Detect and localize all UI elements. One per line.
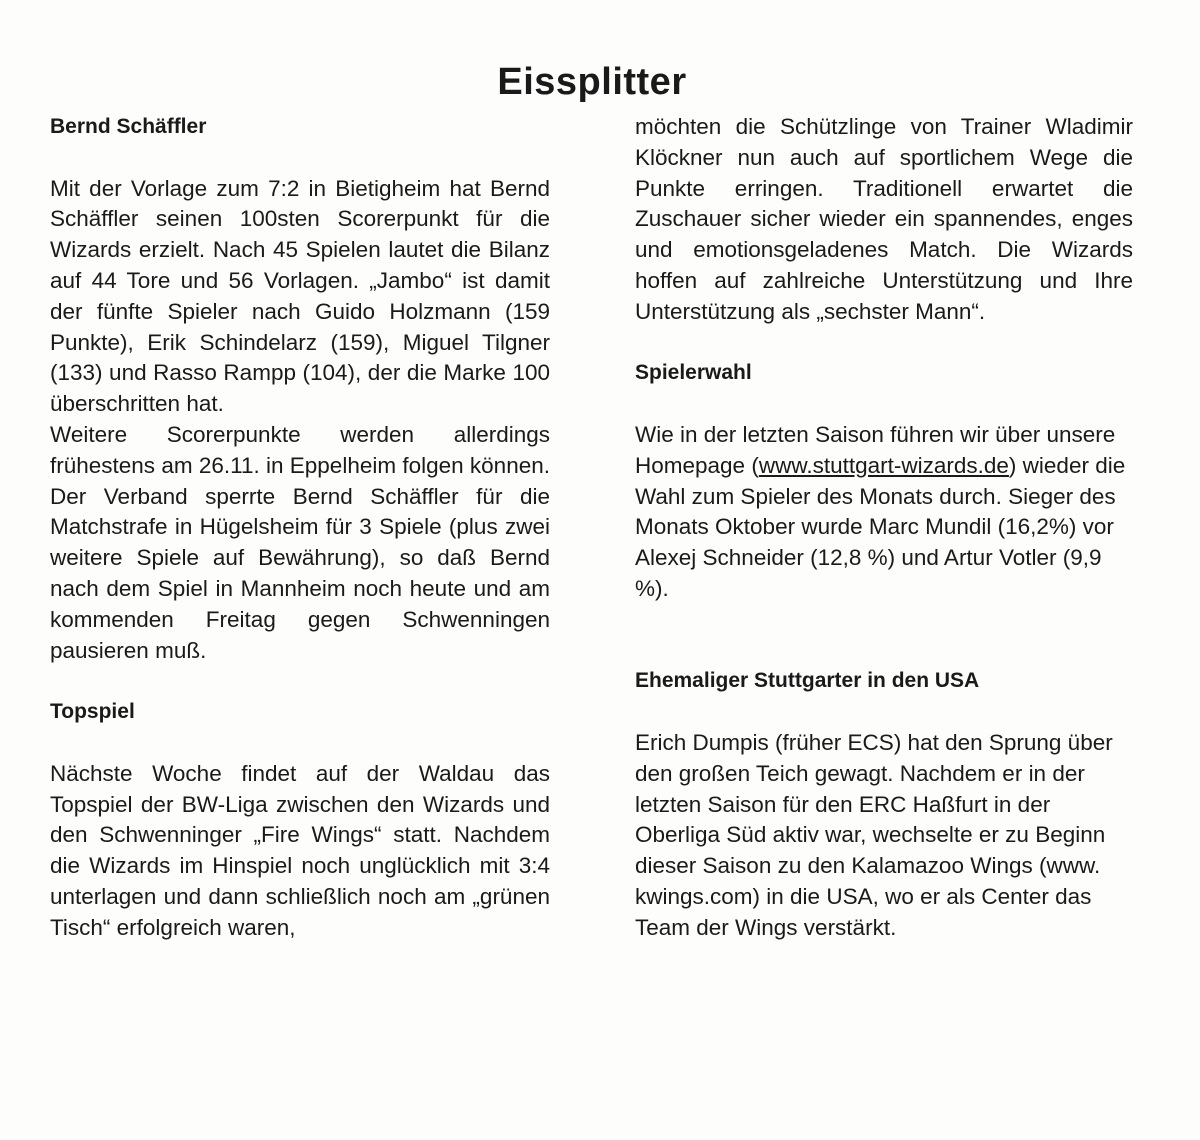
spacer: [635, 389, 1133, 420]
spielerwahl-text-start: Wie in der letzten Saison führen wir über unsere Homepage (: [635, 421, 1116, 478]
page-title: Eissplitter: [497, 61, 687, 104]
heading-spielerwahl: Spielerwahl: [635, 361, 752, 385]
heading-topspiel: Topspiel: [50, 700, 135, 724]
paragraph-topspiel: Nächste Woche findet auf der Waldau das Topspiel der BW-Liga zwischen den Wizards und den Schwenninger „Fire Wings“ statt. Nachdem die Wizards im Hinspiel noch unglücklich mit 3:4 unterlagen und dann schließlich noch am „grünen Tisch“ erfolgreich waren,: [50, 760, 550, 940]
paragraph-dumpis: Erich Dumpis (früher ECS) hat den Sprung über den großen Teich gewagt. Nachdem er in der letzten Saison für den ERC Haßfurt in der Oberliga Süd aktiv war, wechselte er zu Beginn dieser Saison zu den Kalamazoo Wings (www. kwings.com) in die USA, wo er als Center das Team der Wings verstärkt.: [635, 729, 1113, 940]
heading-bernd-schaeffler: Bernd Schäffler: [50, 115, 207, 138]
spacer: [635, 605, 1133, 667]
spacer: [50, 728, 550, 759]
paragraph-scorerpunkt: Mit der Vorlage zum 7:2 in Bietigheim hat Bernd Schäffler seinen 100sten Scorerpunkt für die Wizards erzielt. Nach 45 Spielen lautet die Bilanz auf 44 Tore und 56 Vorlagen. „Jambo“ ist damit der fünfte Spieler nach Guido Holzmann (159 Punkte), Erik Schindelarz (159), Miguel Tilgner (133) und Rasso Rampp (104), der die Marke 100 überschritten hat.: [50, 175, 550, 417]
paragraph-spielerwahl: [635, 420, 1133, 605]
paragraph-sperre: Weitere Scorerpunkte werden allerdings frühestens am 26.11. in Eppelheim folgen können. Der Verband sperrte Bernd Schäffler für die Matchstrafe in Hügelsheim für 3 Spiele (plus zwei weitere Spiele auf Bewährung), so daß Bernd nach dem Spiel in Mannheim noch heute und am kommenden Freitag gegen Schwenningen pausieren muß.: [50, 421, 550, 663]
left-column: [50, 112, 550, 944]
heading-ehemaliger-stuttgarter: Ehemaliger Stuttgarter in den USA: [635, 669, 980, 693]
paragraph-topspiel-continued: möchten die Schützlinge von Trainer Wladimir Klöckner nun auch auf sportlichem Wege die Punkte erringen. Traditionell erwartet die Zuschauer sicher wieder ein spannendes, enges und emotionsgeladenes Match. Die Wizards hoffen auf zahlreiche Unterstützung und Ihre Unterstützung als „sechster Mann“.: [635, 114, 1133, 324]
spacer: [50, 143, 550, 174]
spacer: [50, 666, 550, 697]
right-column: [635, 112, 1133, 944]
spielerwahl-text-end: ) wieder die Wahl zum Spieler des Monats durch. Sieger des Monats Oktober wurde Marc Mundil (16,2%) vor Alexej Schneider (12,8 %) und Artur Votler (9,9 %).: [635, 452, 1126, 601]
spacer: [635, 328, 1133, 359]
homepage-link[interactable]: www.stuttgart-wizards.de: [758, 452, 1009, 478]
spacer: [635, 697, 1133, 728]
